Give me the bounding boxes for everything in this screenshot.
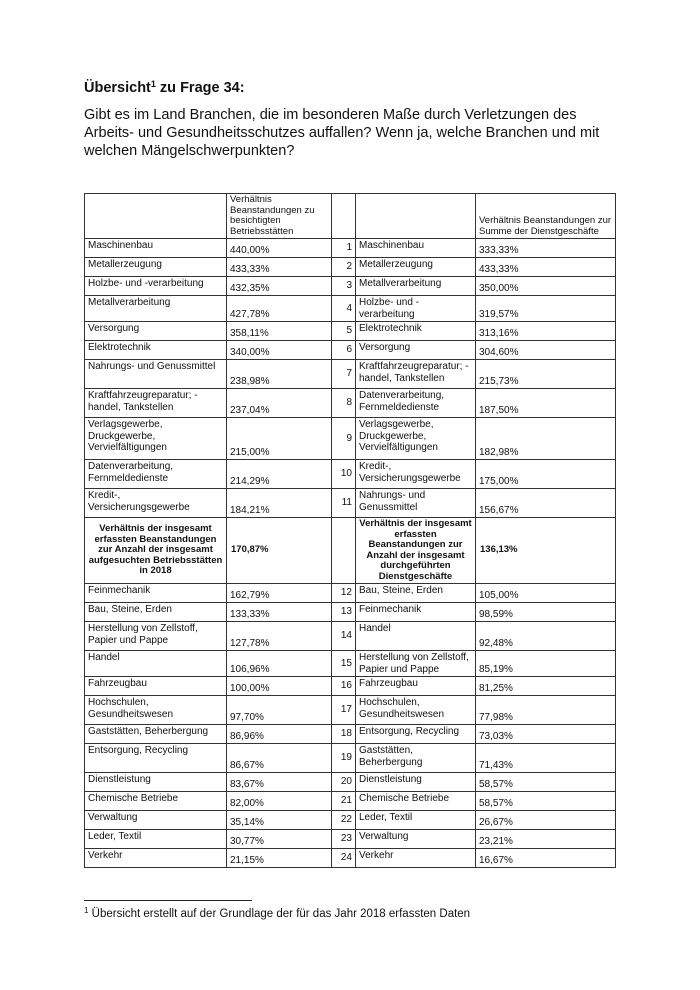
right-branch-name: Verkehr — [356, 849, 476, 868]
right-branch-name: Chemische Betriebe — [356, 792, 476, 811]
right-branch-name: Nahrungs- und Genussmittel — [356, 489, 476, 518]
footnote — [84, 908, 470, 920]
right-branch-name: Entsorgung, Recycling — [356, 725, 476, 744]
right-branch-name: Kredit-, Versicherungsgewerbe — [356, 460, 476, 489]
left-branch-value: 215,00% — [227, 418, 332, 460]
table-row — [85, 792, 616, 811]
right-branch-value: 175,00% — [476, 460, 616, 489]
right-branch-name: Datenverarbeitung, Fernmeldedienste — [356, 389, 476, 418]
rank-number: 10 — [332, 460, 356, 489]
branch-ranking-table — [84, 193, 616, 868]
header-empty-right — [356, 194, 476, 239]
left-branch-value: 82,00% — [227, 792, 332, 811]
left-branch-value: 358,11% — [227, 322, 332, 341]
left-branch-value: 86,96% — [227, 725, 332, 744]
rank-number: 21 — [332, 792, 356, 811]
right-branch-name: Verwaltung — [356, 830, 476, 849]
table-row — [85, 651, 616, 677]
left-branch-name: Herstellung von Zellstoff, Papier und Pappe — [85, 622, 227, 651]
footnote-mark: 1 — [84, 906, 89, 915]
right-branch-name: Metallverarbeitung — [356, 277, 476, 296]
left-branch-name: Dienstleistung — [85, 773, 227, 792]
left-branch-name: Leder, Textil — [85, 830, 227, 849]
table-row — [85, 696, 616, 725]
left-branch-value: 427,78% — [227, 296, 332, 322]
right-branch-name: Fahrzeugbau — [356, 677, 476, 696]
right-branch-value: 77,98% — [476, 696, 616, 725]
table-row — [85, 389, 616, 418]
summary-left-value: 170,87% — [227, 518, 332, 584]
rank-number: 19 — [332, 744, 356, 773]
summary-right-label: Verhältnis der insgesamt erfassten Beanstandungen zur Anzahl der insgesamt durchgeführten Dienstgeschäfte — [356, 518, 476, 584]
rank-number: 6 — [332, 341, 356, 360]
table-row — [85, 725, 616, 744]
right-branch-value: 26,67% — [476, 811, 616, 830]
right-branch-name: Handel — [356, 622, 476, 651]
left-branch-name: Versorgung — [85, 322, 227, 341]
left-branch-name: Datenverarbeitung, Fernmeldedienste — [85, 460, 227, 489]
rank-number: 3 — [332, 277, 356, 296]
left-branch-name: Metallverarbeitung — [85, 296, 227, 322]
left-branch-name: Nahrungs- und Genussmittel — [85, 360, 227, 389]
left-branch-value: 133,33% — [227, 603, 332, 622]
rank-number: 18 — [332, 725, 356, 744]
left-branch-value: 184,21% — [227, 489, 332, 518]
right-branch-name: Feinmechanik — [356, 603, 476, 622]
right-branch-value: 433,33% — [476, 258, 616, 277]
right-branch-value: 313,16% — [476, 322, 616, 341]
right-branch-name: Herstellung von Zellstoff, Papier und Pappe — [356, 651, 476, 677]
right-branch-value: 23,21% — [476, 830, 616, 849]
right-branch-name: Leder, Textil — [356, 811, 476, 830]
question-text: Gibt es im Land Branchen, die im besonderen Maße durch Verletzungen des Arbeits- und Gesundheitsschutzes auffallen? Wenn ja, welche Branchen und mit welchen Mängelschwerpunkten? — [84, 107, 600, 159]
left-branch-name: Kredit-, Versicherungsgewerbe — [85, 489, 227, 518]
right-branch-value: 215,73% — [476, 360, 616, 389]
rank-number: 15 — [332, 651, 356, 677]
right-branch-value: 58,57% — [476, 792, 616, 811]
rank-number: 5 — [332, 322, 356, 341]
table-row — [85, 849, 616, 868]
right-branch-name: Kraftfahrzeugreparatur; -handel, Tankstellen — [356, 360, 476, 389]
right-branch-value: 105,00% — [476, 584, 616, 603]
rank-number: 7 — [332, 360, 356, 389]
table-row — [85, 296, 616, 322]
table-row — [85, 744, 616, 773]
right-branch-value: 304,60% — [476, 341, 616, 360]
rank-number: 17 — [332, 696, 356, 725]
right-branch-value: 92,48% — [476, 622, 616, 651]
left-branch-value: 433,33% — [227, 258, 332, 277]
table-row — [85, 277, 616, 296]
rank-number: 4 — [332, 296, 356, 322]
right-branch-value: 85,19% — [476, 651, 616, 677]
left-branch-name: Fahrzeugbau — [85, 677, 227, 696]
rank-number: 24 — [332, 849, 356, 868]
left-branch-value: 237,04% — [227, 389, 332, 418]
rank-number: 11 — [332, 489, 356, 518]
left-branch-name: Kraftfahrzeugreparatur; -handel, Tankstellen — [85, 389, 227, 418]
table-row — [85, 622, 616, 651]
table-row — [85, 360, 616, 389]
left-branch-value: 35,14% — [227, 811, 332, 830]
table-row — [85, 258, 616, 277]
heading-text: Übersicht — [84, 80, 151, 96]
left-branch-name: Verkehr — [85, 849, 227, 868]
header-left-ratio: Verhältnis Beanstandungen zu besichtigten Betriebsstätten — [227, 194, 332, 239]
left-branch-value: 100,00% — [227, 677, 332, 696]
left-branch-value: 238,98% — [227, 360, 332, 389]
summary-rank-empty — [332, 518, 356, 584]
right-branch-name: Elektrotechnik — [356, 322, 476, 341]
left-branch-name: Verlagsgewerbe, Druckgewerbe, Vervielfältigungen — [85, 418, 227, 460]
left-branch-value: 162,79% — [227, 584, 332, 603]
table-row — [85, 322, 616, 341]
header-empty-rank — [332, 194, 356, 239]
heading-suffix: zu Frage 34: — [155, 80, 245, 96]
page-heading — [84, 80, 245, 96]
rank-number: 1 — [332, 239, 356, 258]
right-branch-value: 182,98% — [476, 418, 616, 460]
rank-number: 12 — [332, 584, 356, 603]
left-branch-name: Bau, Steine, Erden — [85, 603, 227, 622]
right-branch-name: Holzbe- und -verarbeitung — [356, 296, 476, 322]
summary-right-value: 136,13% — [476, 518, 616, 584]
left-branch-value: 127,78% — [227, 622, 332, 651]
left-branch-value: 97,70% — [227, 696, 332, 725]
right-branch-value: 98,59% — [476, 603, 616, 622]
rank-number: 22 — [332, 811, 356, 830]
table-row — [85, 603, 616, 622]
left-branch-value: 214,29% — [227, 460, 332, 489]
table-row — [85, 811, 616, 830]
table-row — [85, 460, 616, 489]
right-branch-name: Metallerzeugung — [356, 258, 476, 277]
table-row — [85, 239, 616, 258]
right-branch-value: 73,03% — [476, 725, 616, 744]
left-branch-value: 106,96% — [227, 651, 332, 677]
left-branch-name: Hochschulen, Gesundheitswesen — [85, 696, 227, 725]
table-row — [85, 341, 616, 360]
left-branch-name: Gaststätten, Beherbergung — [85, 725, 227, 744]
right-branch-value: 71,43% — [476, 744, 616, 773]
left-branch-name: Entsorgung, Recycling — [85, 744, 227, 773]
header-right-ratio: Verhältnis Beanstandungen zur Summe der Dienstgeschäfte — [476, 194, 616, 239]
rank-number: 8 — [332, 389, 356, 418]
rank-number: 14 — [332, 622, 356, 651]
table-row — [85, 489, 616, 518]
table-header-row — [85, 194, 616, 239]
footnote-text: Übersicht erstellt auf der Grundlage der für das Jahr 2018 erfassten Daten — [88, 908, 471, 920]
rank-number: 9 — [332, 418, 356, 460]
right-branch-value: 333,33% — [476, 239, 616, 258]
right-branch-name: Hochschulen, Gesundheitswesen — [356, 696, 476, 725]
summary-left-label: Verhältnis der insgesamt erfassten Beanstandungen zur Anzahl der insgesamt aufgesuchten Betriebsstätten in 2018 — [85, 518, 227, 584]
right-branch-value: 187,50% — [476, 389, 616, 418]
right-branch-name: Verlagsgewerbe, Druckgewerbe, Vervielfältigungen — [356, 418, 476, 460]
rank-number: 16 — [332, 677, 356, 696]
right-branch-value: 16,67% — [476, 849, 616, 868]
right-branch-name: Dienstleistung — [356, 773, 476, 792]
right-branch-name: Bau, Steine, Erden — [356, 584, 476, 603]
footnote-separator — [84, 900, 252, 901]
right-branch-value: 81,25% — [476, 677, 616, 696]
table-row — [85, 584, 616, 603]
header-empty-left — [85, 194, 227, 239]
left-branch-value: 340,00% — [227, 341, 332, 360]
right-branch-value: 319,57% — [476, 296, 616, 322]
right-branch-value: 350,00% — [476, 277, 616, 296]
left-branch-name: Metallerzeugung — [85, 258, 227, 277]
left-branch-value: 440,00% — [227, 239, 332, 258]
right-branch-name: Gaststätten, Beherbergung — [356, 744, 476, 773]
right-branch-value: 156,67% — [476, 489, 616, 518]
left-branch-value: 86,67% — [227, 744, 332, 773]
rank-number: 2 — [332, 258, 356, 277]
left-branch-name: Chemische Betriebe — [85, 792, 227, 811]
left-branch-value: 432,35% — [227, 277, 332, 296]
rank-number: 13 — [332, 603, 356, 622]
heading-footnote-mark: 1 — [150, 79, 156, 89]
left-branch-name: Handel — [85, 651, 227, 677]
rank-number: 23 — [332, 830, 356, 849]
left-branch-name: Elektrotechnik — [85, 341, 227, 360]
left-branch-value: 83,67% — [227, 773, 332, 792]
table-row — [85, 418, 616, 460]
rank-number: 20 — [332, 773, 356, 792]
left-branch-name: Verwaltung — [85, 811, 227, 830]
right-branch-name: Versorgung — [356, 341, 476, 360]
table-row — [85, 830, 616, 849]
table-row — [85, 773, 616, 792]
right-branch-name: Maschinenbau — [356, 239, 476, 258]
left-branch-name: Holzbe- und -verarbeitung — [85, 277, 227, 296]
left-branch-name: Maschinenbau — [85, 239, 227, 258]
table-row — [85, 677, 616, 696]
left-branch-value: 21,15% — [227, 849, 332, 868]
summary-row — [85, 518, 616, 584]
left-branch-name: Feinmechanik — [85, 584, 227, 603]
left-branch-value: 30,77% — [227, 830, 332, 849]
right-branch-value: 58,57% — [476, 773, 616, 792]
